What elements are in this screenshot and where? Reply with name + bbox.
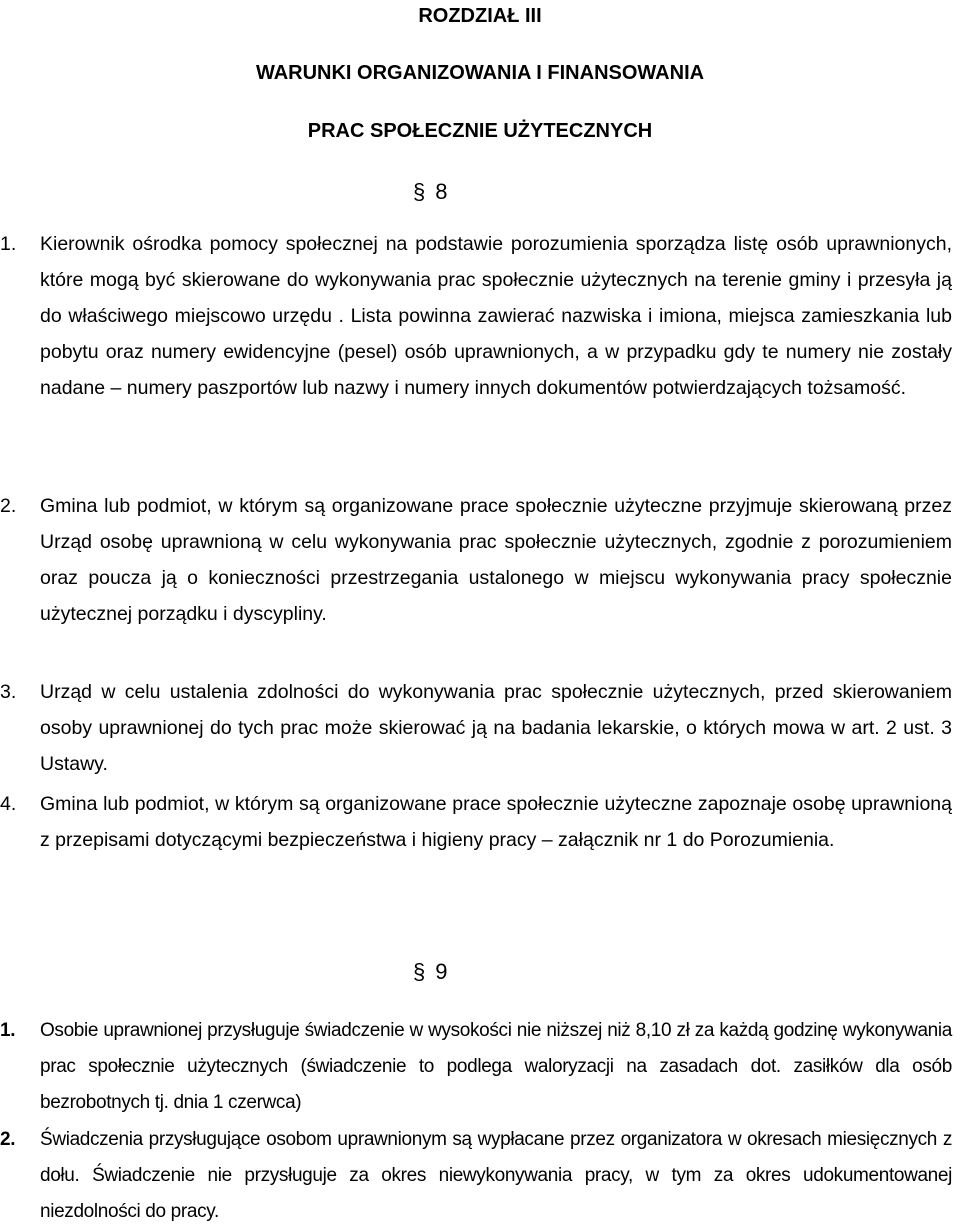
item-text: Osobie uprawnionej przysługuje świadczenie w wysokości nie niższej niż 8,10 zł za każdą godzinę wykonywania prac społecznie użytecznych (świadczenie to podlega waloryzacji na zasadach dot. zasiłków dla osób bezrobotnych tj. dnia 1 czerwca) [40, 1020, 952, 1113]
item-text: Gmina lub podmiot, w którym są organizowane prace społecznie użyteczne zapoznaje osobę uprawnioną z przepisami dotyczącymi bezpieczeństwa i higieny pracy – załącznik nr 1 do Porozumienia. [40, 793, 952, 851]
item-number: 4. [0, 793, 17, 815]
section-9-number: 9 [435, 959, 448, 984]
section-8-item-4 [0, 786, 952, 858]
item-number: 3. [0, 681, 17, 703]
item-number: 1. [0, 1020, 16, 1041]
item-number: 1. [0, 233, 17, 255]
section-9-symbol: § [413, 959, 426, 984]
section-8-item-3 [0, 674, 952, 782]
item-text: Kierownik ośrodka pomocy społecznej na podstawie porozumienia sporządza listę osób uprawnionych, które mogą być skierowane do wykonywania prac społecznie użytecznych na terenie gminy i przesyła ją do właściwego miejscowo urzędu . Lista powinna zawierać nazwiska i imiona, miejsca zamieszkania lub pobytu oraz numery ewidencyjne (pesel) osób uprawnionych, a w przypadku gdy te numery nie zostały nadane – numery paszportów lub nazwy i numery innych dokumentów potwierdzających tożsamość. [40, 233, 952, 399]
item-text: Urząd w celu ustalenia zdolności do wykonywania prac społecznie użytecznych, przed skierowaniem osoby uprawnionej do tych prac może skierować ją na badania lekarskie, o których mowa w art. 2 ust. 3 Ustawy. [40, 681, 952, 775]
section-9-heading [413, 958, 448, 986]
item-text: Gmina lub podmiot, w którym są organizowane prace społecznie użyteczne przyjmuje skierowaną przez Urząd osobę uprawnioną w celu wykonywania prac społecznie użytecznych, zgodnie z porozumieniem oraz poucza ją o konieczności przestrzegania ustalonego w miejscu wykonywania pracy społecznie użytecznej porządku i dyscypliny. [40, 495, 952, 625]
item-number: 2. [0, 495, 17, 517]
chapter-title: ROZDZIAŁ III [418, 5, 542, 27]
section-8-heading [413, 178, 448, 206]
item-number: 2. [0, 1129, 16, 1150]
section-8-item-2 [0, 488, 952, 632]
section-8-item-1 [0, 226, 952, 406]
item-text: Świadczenia przysługujące osobom uprawnionym są wypłacane przez organizatora w okresach miesięcznych z dołu. Świadczenie nie przysługuje za okres niewykonywania pracy, w tym za okres udokumentowanej niezdolności do pracy. [40, 1129, 952, 1222]
section-8-number: 8 [435, 179, 448, 204]
section-8-symbol: § [413, 179, 426, 204]
section-9-item-1 [0, 1013, 952, 1121]
chapter-subtitle-line1: WARUNKI ORGANIZOWANIA I FINANSOWANIA [255, 62, 705, 84]
section-9-item-2 [0, 1122, 952, 1230]
chapter-subtitle-line2: PRAC SPOŁECZNIE UŻYTECZNYCH [307, 120, 653, 142]
